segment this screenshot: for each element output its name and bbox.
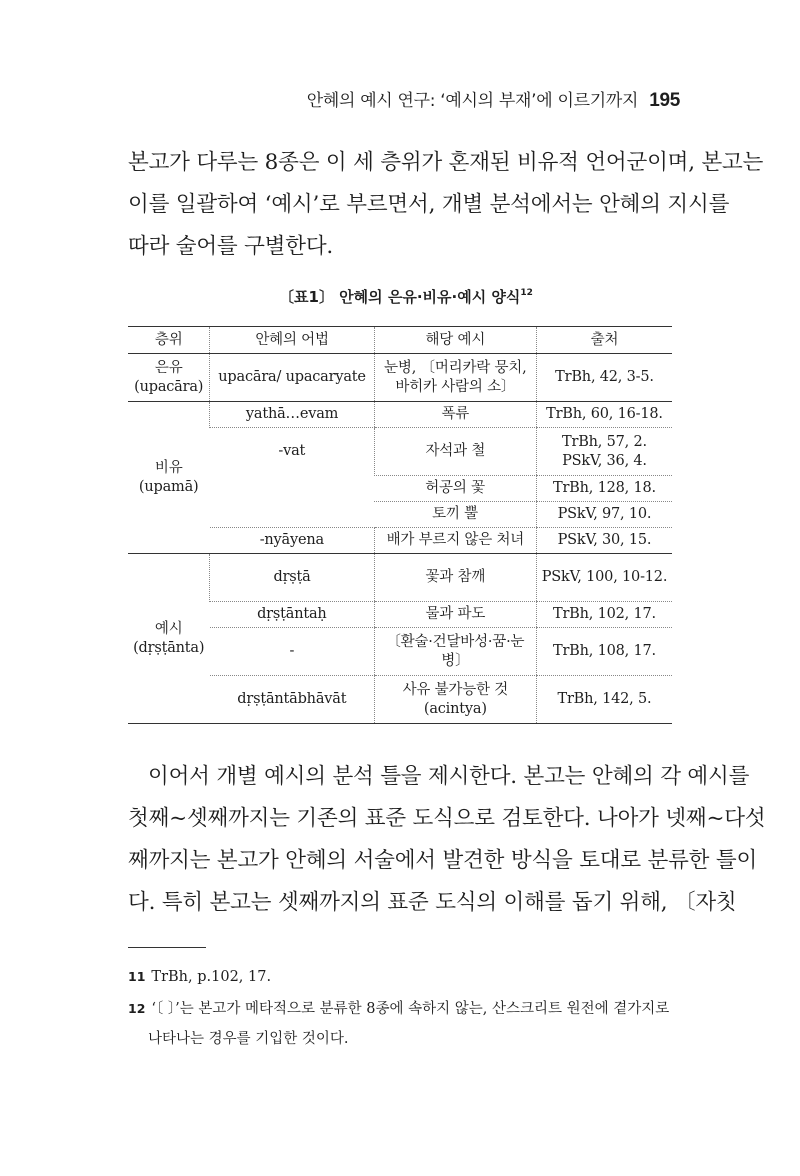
source-cell: TrBh, 60, 16-18.: [536, 402, 672, 428]
footnote-number: 12: [128, 1001, 146, 1016]
usage-cell: dṛṣṭā: [210, 554, 374, 602]
footnote-text-continued: 나타나는 경우를 기입한 것이다.: [148, 1031, 349, 1047]
usage-cell: yathā…evam: [210, 402, 374, 428]
source-cell: TrBh, 102, 17.: [536, 602, 672, 628]
footnote-12: [128, 994, 688, 1054]
source-cell: TrBh, 57, 2. PSkV, 36, 4.: [536, 428, 672, 476]
table-row: [128, 428, 672, 476]
metaphor-simile-example-table: [128, 326, 672, 724]
table-row: [128, 354, 672, 402]
table-row: [128, 554, 672, 602]
column-header: 층위: [128, 327, 210, 354]
example-cell: 사유 불가능한 것 (acintya): [374, 676, 536, 724]
source-cell: PSkV, 100, 10-12.: [536, 554, 672, 602]
page-number: 195: [649, 90, 680, 111]
column-header: 출처: [536, 327, 672, 354]
table-header-row: [128, 327, 672, 354]
level-name: 비유: [154, 459, 183, 476]
column-header: 해당 예시: [374, 327, 536, 354]
paragraph-line: 이를 일괄하여 ‘예시’로 부르면서, 개별 분석에서는 안혜의 지시를: [128, 192, 730, 217]
table-row: [128, 528, 672, 554]
table-caption-text: 〔표1〕 안혜의 은유·비유·예시 양식: [279, 288, 521, 306]
example-cell: 폭류: [374, 402, 536, 428]
paragraph-line: 첫째~셋째까지는 기존의 표준 도식으로 검토한다. 나아가 넷째~다섯: [128, 806, 766, 831]
example-cell: 꽃과 참깨: [374, 554, 536, 602]
level-cell: [128, 402, 210, 554]
usage-cell: upacāra/ upacaryate: [210, 354, 374, 402]
table-row: [128, 602, 672, 628]
body-paragraph-2: [128, 756, 766, 924]
paragraph-line: 이어서 개별 예시의 분석 틀을 제시한다. 본고는 안혜의 각 예시를: [148, 764, 750, 789]
footnote-text: TrBh, p.102, 17.: [151, 969, 272, 985]
example-cell: 자석과 철: [374, 428, 536, 476]
footnote-ref-12: 12: [520, 288, 533, 298]
usage-cell: -: [210, 628, 374, 676]
paragraph-line: 따라 술어를 구별한다.: [128, 234, 334, 259]
usage-cell: dṛṣṭāntābhāvāt: [210, 676, 374, 724]
level-name: 은유: [154, 359, 183, 376]
running-title: 안혜의 예시 연구: ‘예시의 부재’에 이르기까지: [306, 91, 639, 111]
table-caption: [128, 286, 684, 307]
example-cell: 허공의 꽃: [374, 476, 536, 502]
example-cell: 물과 파도: [374, 602, 536, 628]
running-head: [307, 86, 680, 112]
level-sanskrit: (upamā): [138, 478, 199, 495]
example-cell: 토끼 뿔: [374, 502, 536, 528]
paragraph-line: 째까지는 본고가 안혜의 서술에서 발견한 방식을 토대로 분류한 틀이: [128, 848, 758, 873]
level-sanskrit: (upacāra): [134, 378, 204, 395]
usage-cell: -vat: [210, 428, 374, 528]
paragraph-line: 다. 특히 본고는 셋째까지의 표준 도식의 이해를 돕기 위해, 〔자칫: [128, 890, 737, 915]
source-cell: TrBh, 142, 5.: [536, 676, 672, 724]
footnote-number: 11: [128, 969, 146, 984]
paragraph-line: 본고가 다루는 8종은 이 세 층위가 혼재된 비유적 언어군이며, 본고는: [128, 150, 764, 175]
footnote-11: [128, 962, 688, 992]
level-cell: [128, 554, 210, 724]
example-cell: 눈병, 〔머리카락 뭉치, 바히카 사람의 소〕: [374, 354, 536, 402]
example-cell: 배가 부르지 않은 처녀: [374, 528, 536, 554]
body-paragraph-1: [128, 142, 764, 268]
column-header: 안혜의 어법: [210, 327, 374, 354]
level-name: 예시: [154, 620, 183, 637]
source-cell: TrBh, 108, 17.: [536, 628, 672, 676]
usage-cell: dṛṣṭāntaḥ: [210, 602, 374, 628]
usage-cell: -nyāyena: [210, 528, 374, 554]
source-cell: TrBh, 128, 18.: [536, 476, 672, 502]
source-cell: PSkV, 97, 10.: [536, 502, 672, 528]
source-cell: PSkV, 30, 15.: [536, 528, 672, 554]
table-row: [128, 628, 672, 676]
footnote-text: ‘〔 〕’는 본고가 메타적으로 분류한 8종에 속하지 않는, 산스크리트 원전에 곁가지로: [151, 1001, 670, 1017]
table-row: [128, 676, 672, 724]
footnote-divider: [128, 947, 206, 948]
example-cell: 〔환술·건달바성·꿈·눈병〕: [374, 628, 536, 676]
level-cell: [128, 354, 210, 402]
level-sanskrit: (dṛṣṭānta): [133, 639, 205, 656]
table-row: [128, 402, 672, 428]
source-cell: TrBh, 42, 3-5.: [536, 354, 672, 402]
